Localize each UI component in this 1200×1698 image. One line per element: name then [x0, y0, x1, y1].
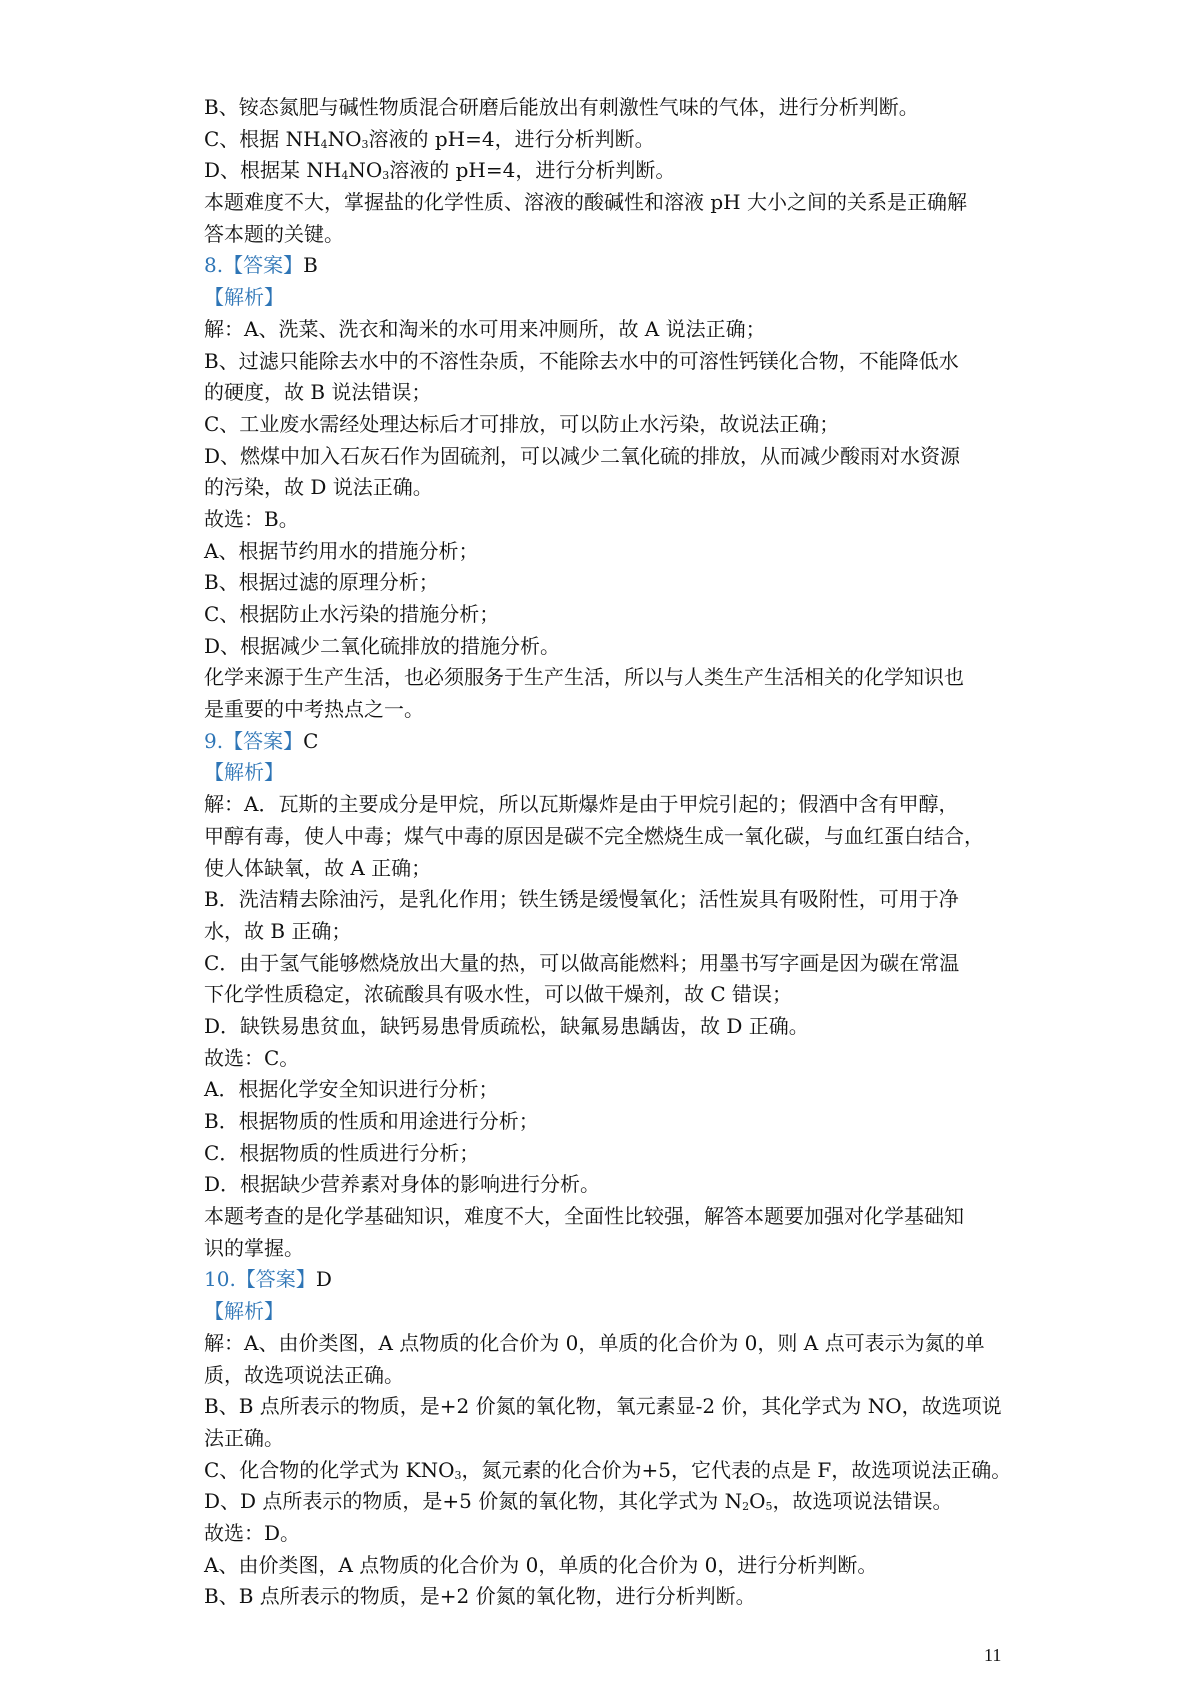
text-segment: C、化合物的化学式为 KNO	[204, 1457, 455, 1482]
text-segment: B、B 点所表示的物质，是+2 价氮的氧化物，进行分析判断。	[204, 1584, 756, 1609]
answer-heading: 【解析】	[204, 1299, 284, 1324]
text-line	[204, 789, 1004, 821]
text-line	[204, 155, 1004, 187]
text-segment: 使人体缺氧，故 A 正确；	[204, 855, 432, 880]
text-line	[204, 219, 1004, 251]
text-segment: C、工业废水需经处理达标后才可排放，可以防止水污染，故说法正确；	[204, 411, 840, 436]
text-segment: B	[303, 253, 318, 278]
text-segment: D、燃煤中加入石灰石作为固硫剂，可以减少二氧化硫的排放，从而减少酸雨对水资源	[204, 443, 961, 468]
answer-heading: 【解析】	[204, 285, 284, 310]
text-line	[204, 1550, 1004, 1582]
text-line	[204, 1169, 1004, 1201]
text-segment: 法正确。	[204, 1425, 284, 1450]
text-line	[204, 916, 1004, 948]
text-line	[204, 1328, 1004, 1360]
text-segment: 水，故 B 正确；	[204, 918, 352, 943]
text-line	[204, 441, 1004, 473]
answer-heading: 10.【答案】	[204, 1267, 316, 1292]
subscript: 4	[320, 137, 328, 151]
text-segment: 故选：C。	[204, 1045, 300, 1070]
text-line	[204, 599, 1004, 631]
text-line	[204, 567, 1004, 599]
text-line	[204, 1391, 1004, 1423]
text-line	[204, 884, 1004, 916]
text-line	[204, 853, 1004, 885]
text-segment: A．根据化学安全知识进行分析；	[204, 1077, 499, 1102]
text-segment: 的硬度，故 B 说法错误；	[204, 380, 432, 405]
text-segment: 解：A．瓦斯的主要成分是甲烷，所以瓦斯爆炸是由于甲烷引起的；假酒中含有甲醇，	[204, 792, 959, 817]
text-line	[204, 1138, 1004, 1170]
text-segment: 解：A、由价类图，A 点物质的化合价为 0，单质的化合价为 0，则 A 点可表示为氮的单	[204, 1330, 985, 1355]
page-number: 11	[984, 1645, 1002, 1665]
text-line	[204, 346, 1004, 378]
text-line	[204, 1360, 1004, 1392]
text-segment: 化学来源于生产生活，也必须服务于生产生活，所以与人类生产生活相关的化学知识也	[204, 665, 964, 690]
text-line	[204, 1455, 1012, 1487]
text-line	[204, 979, 1004, 1011]
text-segment: 质，故选项说法正确。	[204, 1362, 404, 1387]
text-segment: D	[315, 1267, 332, 1292]
text-line	[204, 948, 1004, 980]
answer-heading: 【解析】	[204, 760, 284, 785]
text-segment: 下化学性质稳定，浓硫酸具有吸水性，可以做干燥剂，故 C 错误；	[204, 982, 793, 1007]
text-segment: NO	[348, 158, 383, 183]
text-segment: D、根据某 NH	[204, 158, 342, 183]
text-line	[204, 1264, 1004, 1296]
text-line	[204, 1074, 1004, 1106]
text-segment: B、B 点所表示的物质，是+2 价氮的氧化物，氧元素显-2 价，其化学式为 NO，故选项说	[204, 1394, 1002, 1419]
text-segment: B、过滤只能除去水中的不溶性杂质，不能除去水中的可溶性钙镁化合物，不能降低水	[204, 348, 959, 373]
text-line	[204, 377, 1004, 409]
document-body	[204, 92, 1012, 1613]
answer-heading: 8.【答案】	[204, 253, 304, 278]
text-segment: 识的掌握。	[204, 1235, 304, 1260]
text-segment: C	[303, 728, 319, 753]
text-line	[204, 757, 1004, 789]
text-line	[204, 1233, 1004, 1265]
text-line	[204, 1106, 1004, 1138]
text-line	[204, 124, 1004, 156]
text-line	[204, 1043, 1004, 1075]
text-segment: 故选：D。	[204, 1520, 301, 1545]
text-segment: C、根据防止水污染的措施分析；	[204, 602, 500, 626]
text-line	[204, 504, 1004, 536]
text-line	[204, 314, 1004, 346]
text-line	[204, 1423, 1004, 1455]
text-segment: 本题考查的是化学基础知识，难度不大，全面性比较强，解答本题要加强对化学基础知	[204, 1204, 964, 1229]
text-line	[204, 1518, 1004, 1550]
text-segment: D、根据减少二氧化硫排放的措施分析。	[204, 633, 561, 658]
subscript: 5	[765, 1500, 773, 1514]
text-line	[204, 631, 1004, 663]
text-segment: A、由价类图，A 点物质的化合价为 0，单质的化合价为 0，进行分析判断。	[204, 1552, 878, 1577]
text-line	[204, 821, 1004, 853]
subscript: 3	[454, 1468, 462, 1482]
text-segment: C．由于氢气能够燃烧放出大量的热，可以做高能燃料；用墨书写字画是因为碳在常温	[204, 950, 960, 975]
text-segment: B．洗洁精去除油污，是乳化作用；铁生锈是缓慢氧化；活性炭具有吸附性，可用于净	[204, 887, 959, 912]
text-segment: 甲醇有毒，使人中毒；煤气中毒的原因是碳不完全燃烧生成一氧化碳，与血红蛋白结合，	[204, 823, 984, 848]
answer-heading: 9.【答案】	[204, 728, 304, 753]
subscript: 2	[742, 1500, 750, 1514]
text-line	[204, 694, 1004, 726]
text-segment: 解：A、洗菜、洗衣和淘米的水可用来冲厕所，故 A 说法正确；	[204, 316, 766, 341]
text-segment: A、根据节约用水的措施分析；	[204, 538, 479, 563]
subscript: 3	[382, 169, 390, 183]
text-segment: B．根据物质的性质和用途进行分析；	[204, 1109, 539, 1133]
text-line	[204, 1296, 1004, 1328]
text-segment: ，故选项说法错误。	[772, 1489, 953, 1514]
text-segment: 溶液的 pH=4，进行分析判断。	[368, 126, 655, 151]
text-segment: O	[749, 1489, 766, 1514]
text-segment: NO	[327, 126, 362, 151]
text-segment: 是重要的中考热点之一。	[204, 697, 424, 722]
text-line	[204, 662, 1004, 694]
subscript: 4	[341, 169, 349, 183]
text-segment: D．缺铁易患贫血，缺钙易患骨质疏松，缺氟易患龋齿，故 D 正确。	[204, 1013, 809, 1038]
text-line	[204, 92, 1004, 124]
text-line	[204, 409, 1004, 441]
subscript: 3	[361, 137, 369, 151]
text-segment: D．根据缺少营养素对身体的影响进行分析。	[204, 1172, 601, 1197]
text-line	[204, 1581, 1004, 1613]
text-line	[204, 472, 1004, 504]
text-line	[204, 187, 1004, 219]
text-segment: 本题难度不大，掌握盐的化学性质、溶液的酸碱性和溶液 pH 大小之间的关系是正确解	[204, 190, 967, 215]
text-line	[204, 250, 1004, 282]
text-segment: 溶液的 pH=4，进行分析判断。	[389, 158, 676, 183]
text-line	[204, 1011, 1004, 1043]
text-segment: 的污染，故 D 说法正确。	[204, 475, 433, 500]
text-segment: C、根据 NH	[204, 126, 321, 151]
text-segment: B、铵态氮肥与碱性物质混合研磨后能放出有刺激性气味的气体，进行分析判断。	[204, 95, 919, 119]
text-segment: C．根据物质的性质进行分析；	[204, 1140, 480, 1165]
text-line	[204, 726, 1004, 758]
text-segment: ，氮元素的化合价为+5，它代表的点是 F，故选项说法正确。	[461, 1457, 1012, 1482]
text-segment: 答本题的关键。	[204, 221, 344, 246]
text-segment: 故选：B。	[204, 506, 299, 531]
text-line	[204, 1201, 1004, 1233]
text-segment: B、根据过滤的原理分析；	[204, 570, 439, 595]
text-line	[204, 282, 1004, 314]
text-segment: D、D 点所表示的物质，是+5 价氮的氧化物，其化学式为 N	[204, 1489, 743, 1514]
text-line	[204, 1486, 1004, 1518]
text-line	[204, 536, 1004, 568]
